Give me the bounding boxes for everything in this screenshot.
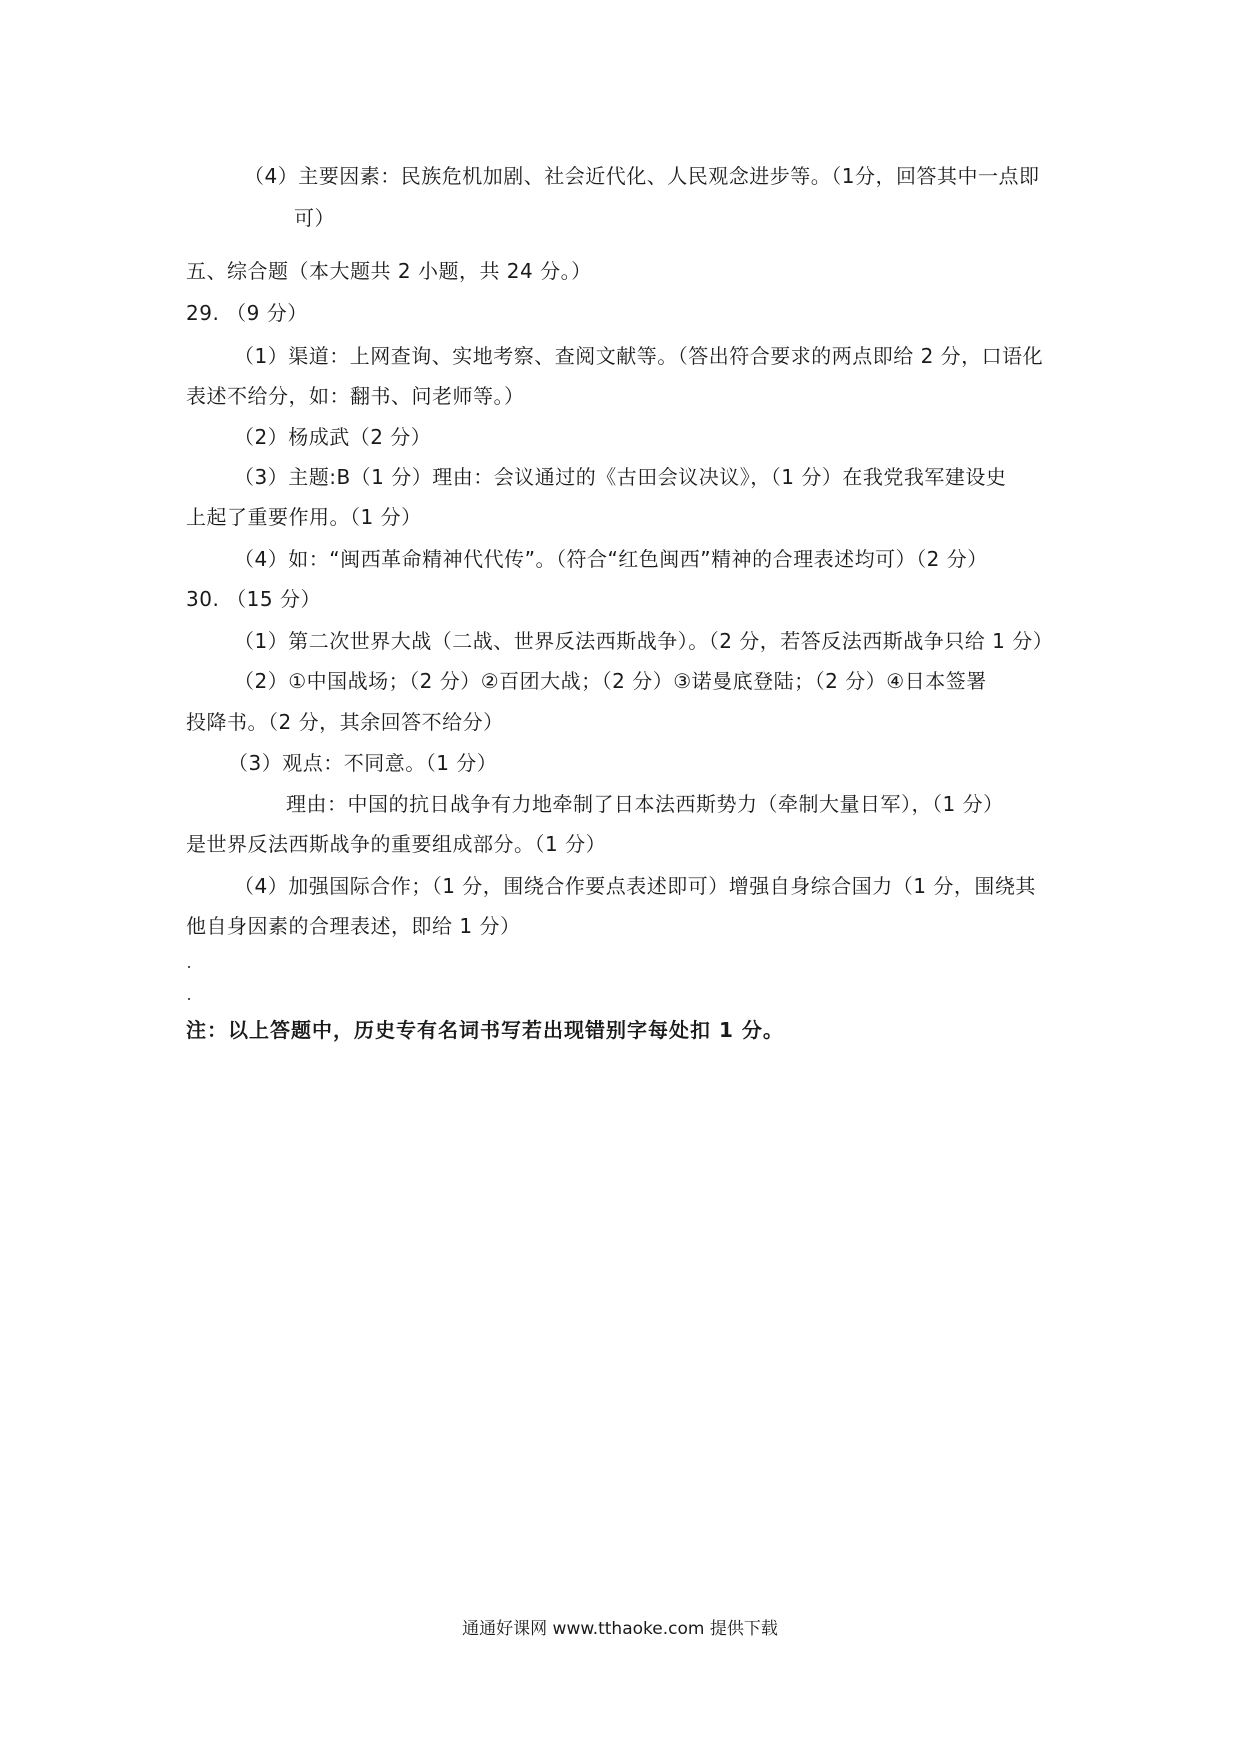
q29-item4: （4）如：“闽西革命精神代代传”。（符合“红色闽西”精神的合理表述均可）（2 分）	[234, 547, 988, 571]
q29-header: 29. （9 分）	[186, 301, 308, 325]
q30-item4-line2: 他自身因素的合理表述，即给 1 分）	[186, 914, 521, 938]
q29-item1-line2: 表述不给分，如：翻书、问老师等。）	[186, 384, 525, 408]
q30-item3-line3: 是世界反法西斯战争的重要组成部分。（1 分）	[186, 832, 607, 856]
q30-item3-line1: （3）观点：不同意。（1 分）	[228, 751, 498, 775]
q30-item3-line2: 理由：中国的抗日战争有力地牵制了日本法西斯势力（牵制大量日军），（1 分）	[286, 792, 1004, 816]
footer-credit: 通通好课网 www.tthaoke.com 提供下载	[462, 1619, 778, 1639]
q30-item1: （1）第二次世界大战（二战、世界反法西斯战争）。（2 分，若答反法西斯战争只给 1 分）	[234, 629, 1054, 653]
q29-item2: （2）杨成武（2 分）	[234, 425, 432, 449]
note: 注：以上答题中，历史专有名词书写若出现错别字每处扣 1 分。	[186, 1018, 784, 1042]
section5-title: 五、综合题（本大题共 2 小题，共 24 分。）	[186, 259, 592, 283]
q30-item4-line1: （4）加强国际合作；（1 分，围绕合作要点表述即可）增强自身综合国力（1 分，围绕其	[234, 874, 1036, 898]
q30-item2-line2: 投降书。（2 分，其余回答不给分）	[186, 710, 504, 734]
q28-item4-line2: 可）	[294, 206, 335, 230]
q30-item2-line1: （2）①中国战场；（2 分）②百团大战；（2 分）③诺曼底登陆；（2 分）④日本签署	[234, 669, 987, 693]
q28-item4-line1: （4）主要因素：民族危机加剧、社会近代化、人民观念进步等。（1分，回答其中一点即	[244, 164, 1040, 188]
q29-item3-line2: 上起了重要作用。（1 分）	[186, 505, 422, 529]
scan-speck	[188, 998, 190, 1000]
scan-speck	[188, 966, 190, 968]
q30-header: 30. （15 分）	[186, 587, 321, 611]
q29-item1-line1: （1）渠道：上网查询、实地考察、查阅文献等。（答出符合要求的两点即给 2 分，口语化	[234, 344, 1044, 368]
q29-item3-line1: （3）主题:B（1 分）理由：会议通过的《古田会议决议》，（1 分）在我党我军建设史	[234, 465, 1007, 489]
